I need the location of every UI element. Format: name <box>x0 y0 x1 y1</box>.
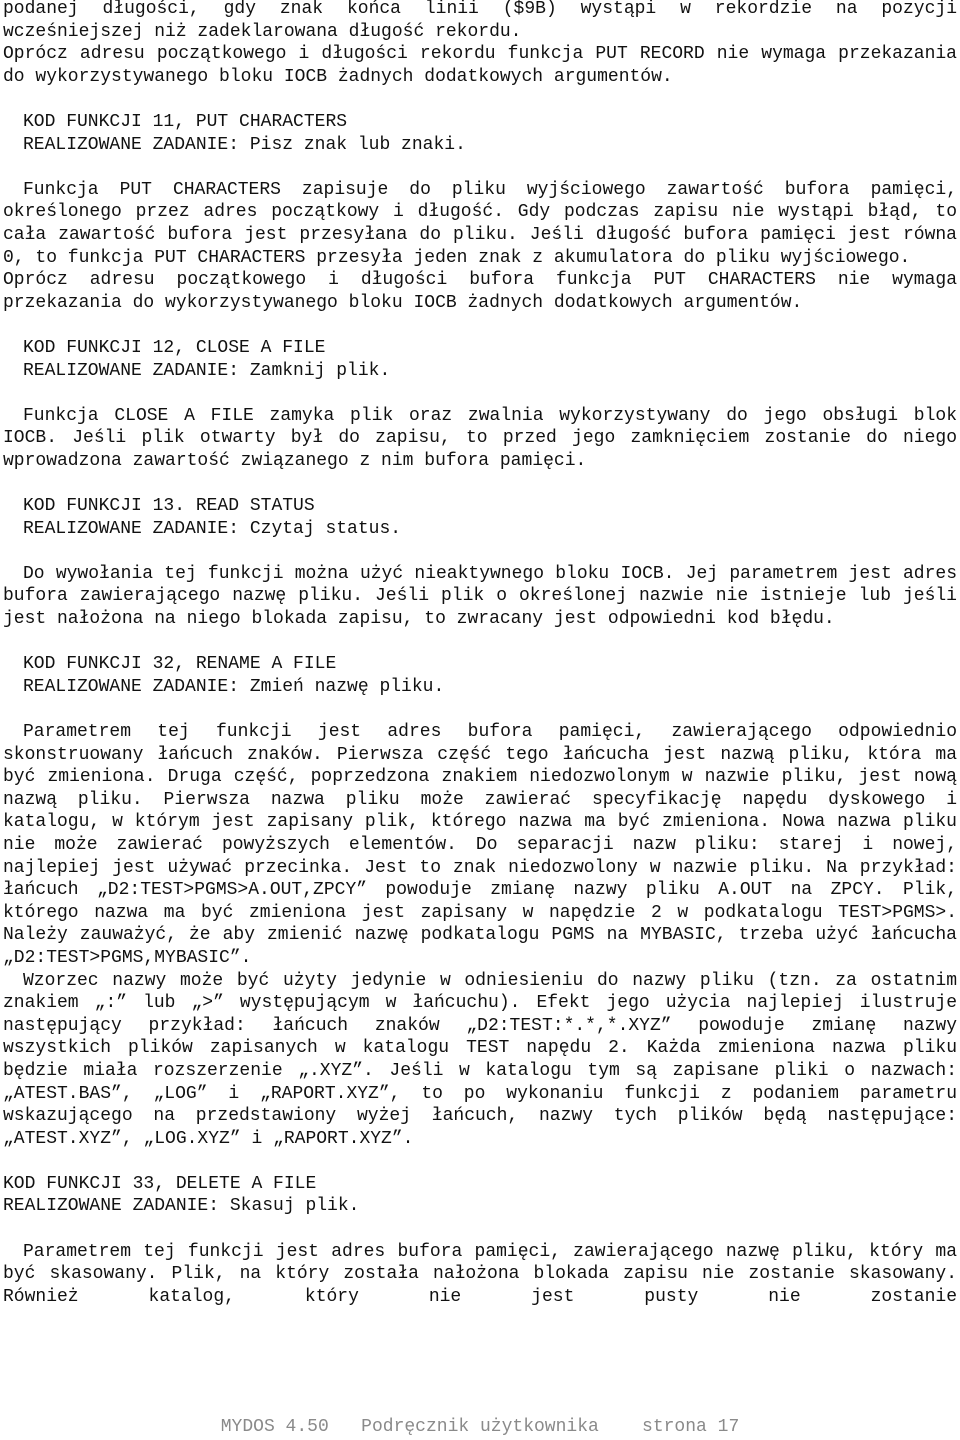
task-heading: REALIZOWANE ZADANIE: Czytaj status. <box>23 518 402 539</box>
page-footer <box>0 1416 960 1438</box>
function-code-heading: KOD FUNKCJI 32, RENAME A FILE <box>23 654 337 675</box>
paragraph: Oprócz adresu początkowego i długości rekordu funkcja PUT RECORD nie wymaga przekazania do wykorzystywanego bloku IOCB żadnych dodatkowych argumentów. <box>3 44 957 87</box>
function-code-heading: KOD FUNKCJI 12, CLOSE A FILE <box>23 337 326 358</box>
paragraph: Wzorzec nazwy może być użyty jedynie w odniesieniu do nazwy pliku (tzn. za ostatnim znakiem „:” lub „>” występującym w łańcuchu). Efekt jego użycia najlepiej ilustruje następujący przykład: łańcuch znaków „D2:TEST:*.*,*.XYZ” powoduje zmianę nazwy wszystkich plików zapisanych w katalogu TEST napędu 2. Każda zmieniona nazwa pliku będzie miała rozszerzenie „.XYZ”. Jeśli w katalogu tym są zapisane pliki o nazwach: „ATEST.BAS”, „LOG” i „RAPORT.XYZ”, to po wykonaniu funkcji z podaniem parametru wskazującego na przedstawiony wyżej łańcuch, nazwy tych plików będą następujące: „ATEST.XYZ”, „LOG.XYZ” i „RAPORT.XYZ”. <box>3 970 957 1149</box>
paragraph: Funkcja PUT CHARACTERS zapisuje do pliku wyjściowego zawartość bufora pamięci, określonego przez adres początkowy i długość. Gdy podczas zapisu nie wystąpi błąd, to cała zawartość bufora jest przesyłana do pliku. Jeśli długość bufora pamięci jest równa 0, to funkcja PUT CHARACTERS przesyła jeden znak z akumulatora do pliku wyjściowego. <box>3 179 957 268</box>
footer-manual-title: Podręcznik użytkownika <box>361 1417 599 1437</box>
document-page <box>3 0 957 1308</box>
paragraph: Parametrem tej funkcji jest adres bufora pamięci, zawierającego odpowiednio skonstruowany łańcuch znaków. Pierwsza część tego łańcucha jest nazwą pliku, która ma być zmieniona. Druga część, poprzedzona znakiem niedozwolonym w nazwie pliku, jest nową nazwą pliku. Pierwsza nazwa pliku może zawierać specyfikację napędu dyskowego i katalogu, w którym jest zapisany plik, którego nazwa ma być zmieniona. Nowa nazwa pliku nie może zawierać powyższych elementów. Do separacji nazw pliku: starej i nowej, najlepiej jest używać przecinka. Jest to znak niedozwolony w nazwie pliku. Na przykład: łańcuch „D2:TEST>PGMS>A.OUT,ZPCY” powoduje zmianę nazwy pliku A.OUT na ZPCY. Plik, którego nazwa ma być zmieniona jest zapisany w napędzie 2 w podkatalogu TEST>PGMS>. Należy zauważyć, że aby zmienić nazwę podkatalogu PGMS na MYBASIC, trzeba użyć łańcucha „D2:TEST>PGMS,MYBASIC”. <box>3 722 957 968</box>
task-heading: REALIZOWANE ZADANIE: Pisz znak lub znaki. <box>23 134 466 155</box>
paragraph: Oprócz adresu początkowego i długości bufora funkcja PUT CHARACTERS nie wymaga przekazania do wykorzystywanego bloku IOCB żadnych dodatkowych argumentów. <box>3 270 957 313</box>
task-heading: REALIZOWANE ZADANIE: Skasuj plik. <box>3 1196 360 1217</box>
paragraph: Funkcja CLOSE A FILE zamyka plik oraz zwalnia wykorzystywany do jego obsługi blok IOCB. Jeśli plik otwarty był do zapisu, to przed jego zamknięciem zostanie do niego wprowadzona zawartość związanego z nim bufora pamięci. <box>3 405 957 471</box>
paragraph: Do wywołania tej funkcji można użyć nieaktywnego bloku IOCB. Jej parametrem jest adres bufora zawierającego nazwę pliku. Jeśli plik o określonej nazwie nie istnieje lub jeśli jest nałożona na niego blokada zapisu, to zwracany jest odpowiedni kod błędu. <box>3 563 957 630</box>
function-code-heading: KOD FUNKCJI 13. READ STATUS <box>23 496 315 517</box>
task-heading: REALIZOWANE ZADANIE: Zmień nazwę pliku. <box>23 676 445 697</box>
task-heading: REALIZOWANE ZADANIE: Zamknij plik. <box>23 360 391 381</box>
footer-page-number: strona 17 <box>642 1417 740 1437</box>
paragraph: podanej długości, gdy znak końca linii ($9B) wystąpi w rekordzie na pozycji wcześniejszej niż zadeklarowana długość rekordu. <box>3 0 957 42</box>
footer-product: MYDOS 4.50 <box>220 1417 329 1437</box>
function-code-heading: KOD FUNKCJI 33, DELETE A FILE <box>3 1173 317 1194</box>
paragraph: Parametrem tej funkcji jest adres bufora pamięci, zawierającego nazwę pliku, który ma być skasowany. Plik, na który została nałożona blokada zapisu nie zostanie skasowany. Również katalog, który nie jest pusty nie zostanie <box>3 1241 957 1307</box>
function-code-heading: KOD FUNKCJI 11, PUT CHARACTERS <box>23 111 348 132</box>
